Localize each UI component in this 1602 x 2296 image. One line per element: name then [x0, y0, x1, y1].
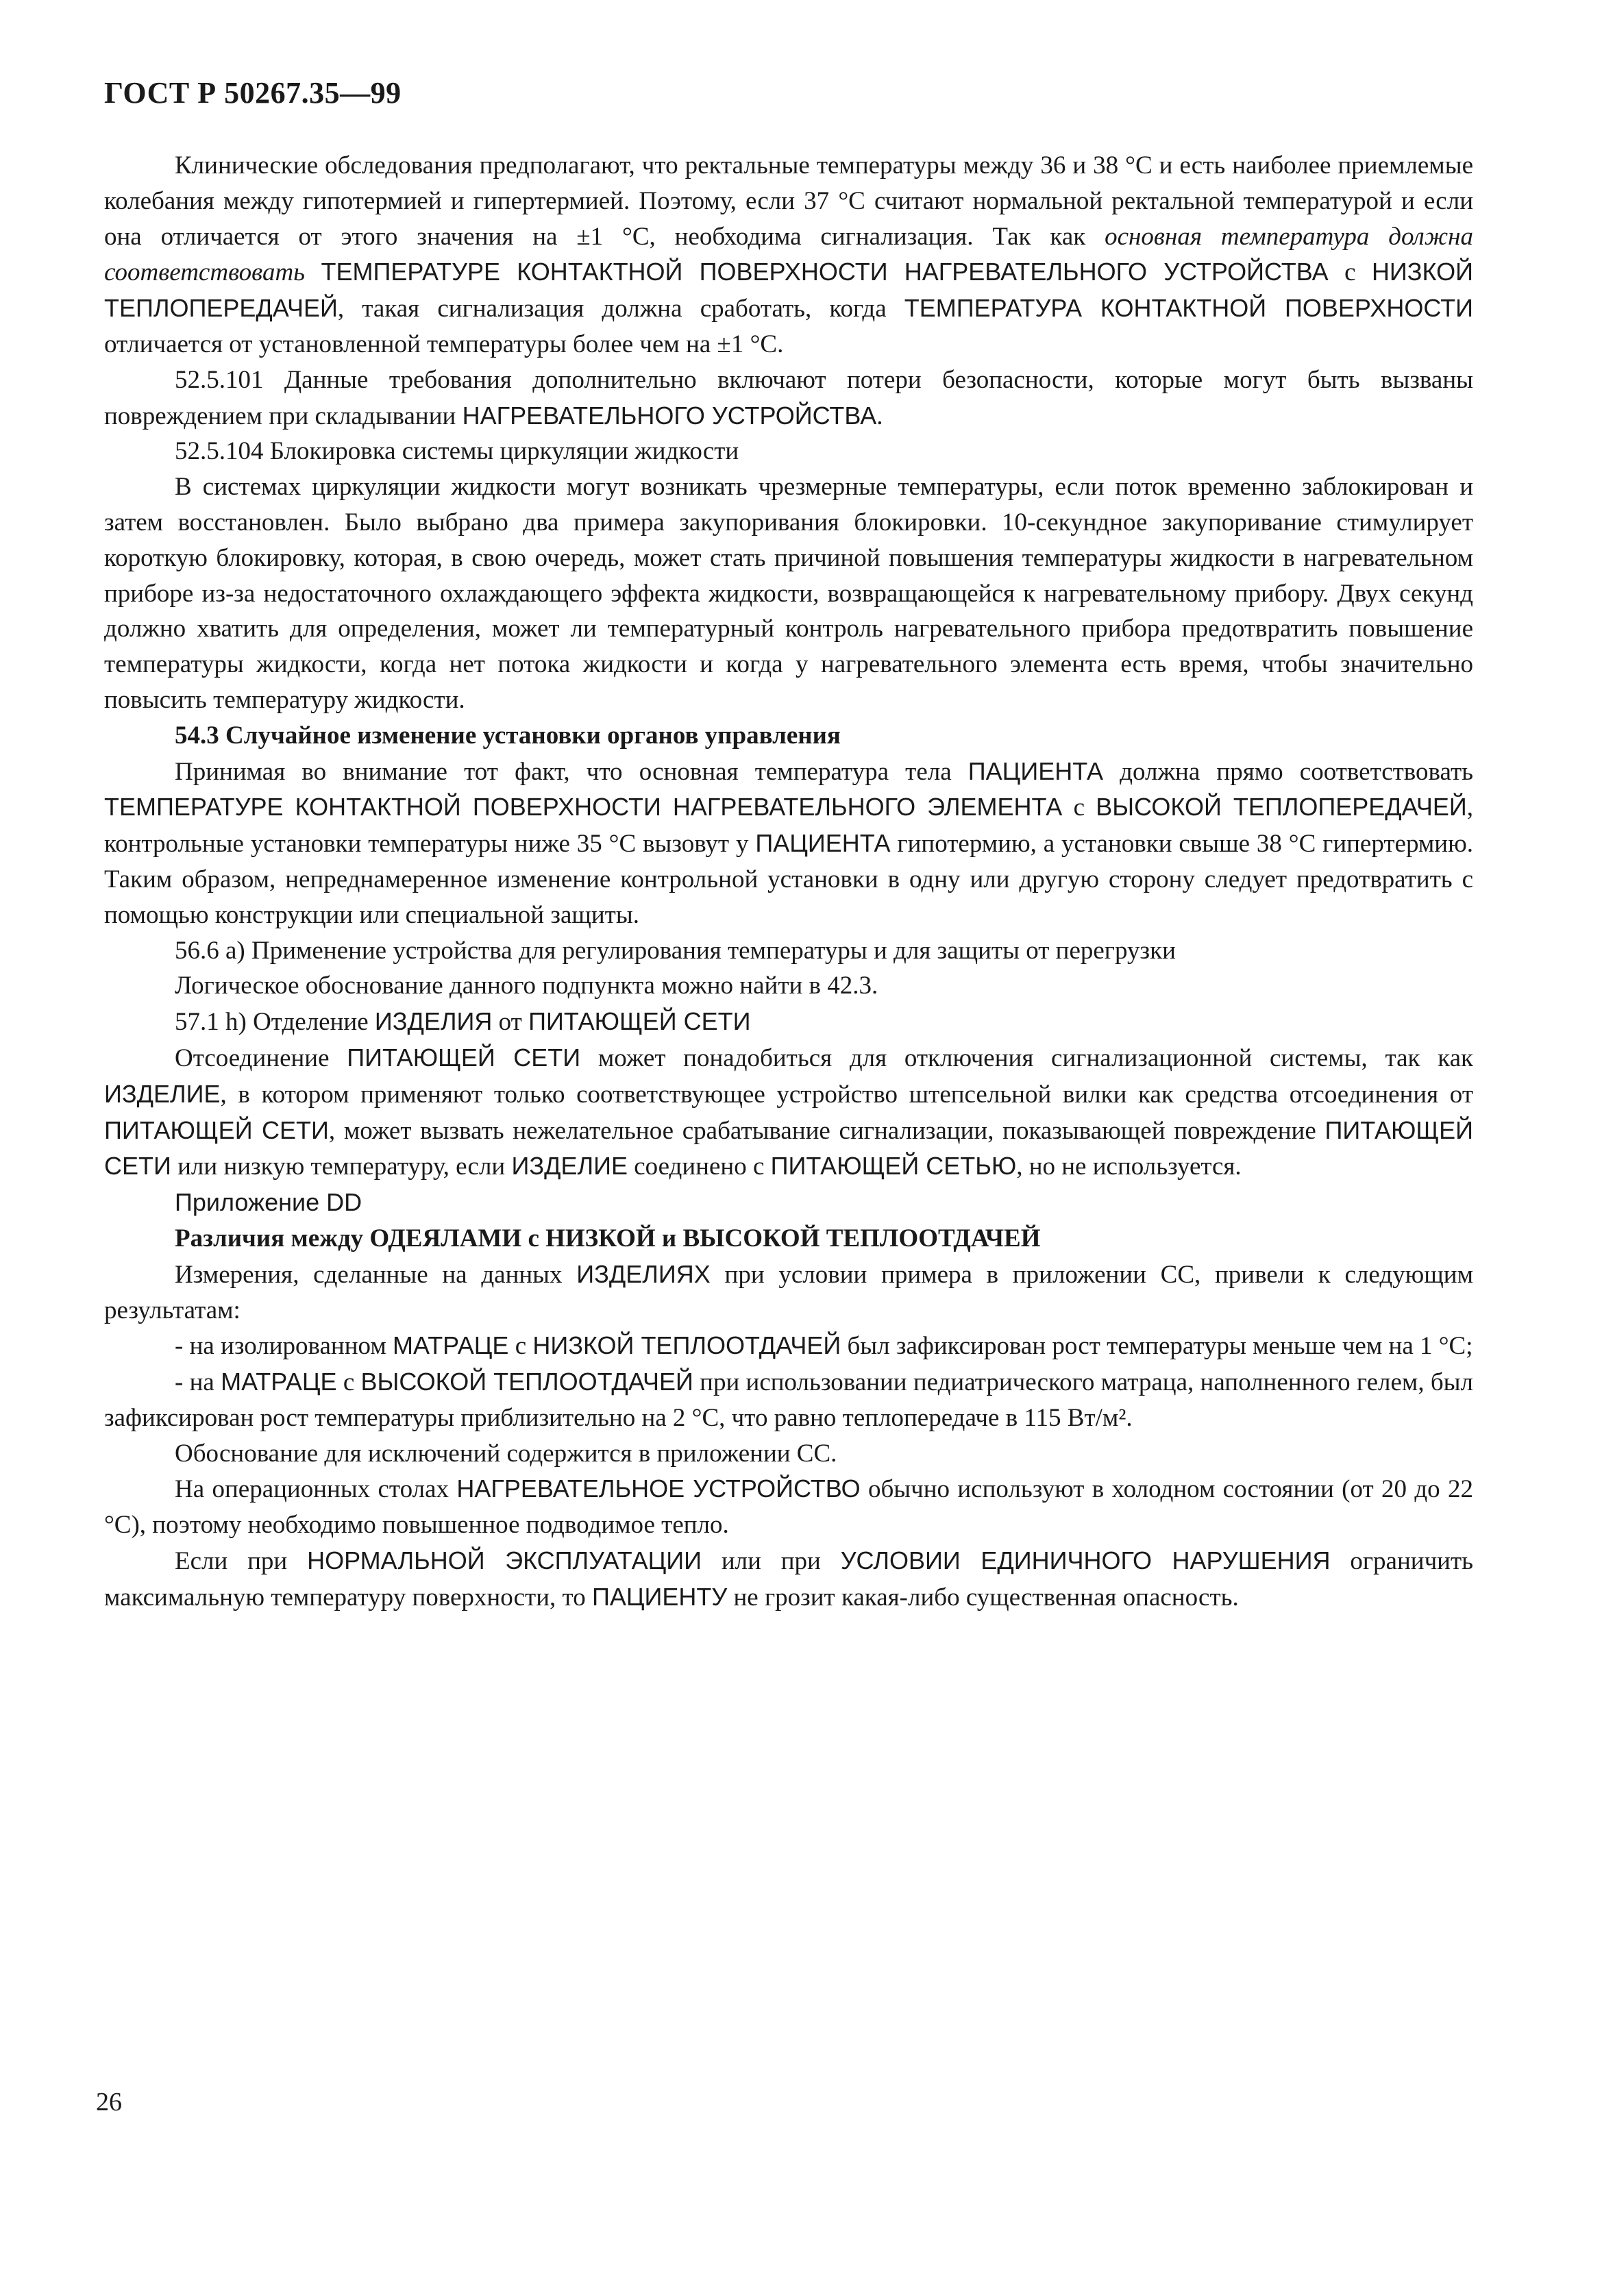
- defined-term: НАГРЕВАТЕЛЬНОЕ УСТРОЙСТВО: [456, 1474, 861, 1503]
- body-paragraph: [104, 1328, 1473, 1364]
- text-run: 54.3 Случайное изменение установки органов управления: [175, 721, 841, 750]
- text-run: Измерения, сделанные на данных: [175, 1260, 577, 1289]
- defined-term: ИЗДЕЛИЕ: [104, 1079, 221, 1108]
- text-run: при условии примера в приложении СС, привели к следующим результатам:: [104, 1260, 1473, 1324]
- text-run: Клинические обследования предполагают, что ректальные температуры между 36 и 38 °С и есть наиболее приемлемые колебания между гипотермией и гипертермией. Поэтому, если 37 °С считают нормальной ректальной температурой и если она отличается от этого значения на ±1 °С, необходима сигнализация. Так как: [104, 151, 1473, 251]
- defined-term: ТЕМПЕРАТУРА КОНТАКТНОЙ ПОВЕРХНОСТИ: [904, 294, 1473, 323]
- body-paragraph: [104, 1040, 1473, 1185]
- body-paragraph: [104, 362, 1473, 434]
- text-run: .: [876, 402, 883, 430]
- defined-term: НИЗКОЙ ТЕПЛООТДАЧЕЙ: [532, 1331, 841, 1360]
- defined-term: УСЛОВИИ ЕДИНИЧНОГО НАРУШЕНИЯ: [840, 1546, 1331, 1575]
- defined-term: ПАЦИЕНТУ: [591, 1582, 728, 1611]
- text-run: или при: [701, 1547, 841, 1576]
- defined-term: НИЗКОЙ ТЕПЛОПЕРЕДАЧЕЙ: [104, 258, 1473, 323]
- text-run: обычно используют в холодном состоянии (от 20 до 22 °С), поэтому необходимо повышенное подводимое тепло.: [104, 1475, 1473, 1540]
- defined-term: ИЗДЕЛИЯХ: [576, 1259, 711, 1288]
- body-paragraph: [104, 968, 1473, 1004]
- text-run: На операционных столах: [175, 1475, 457, 1504]
- defined-term: МАТРАЦЕ: [393, 1331, 509, 1360]
- body-paragraph: [104, 469, 1473, 718]
- body-paragraph: [104, 434, 1473, 469]
- text-run: Логическое обоснование данного подпункта можно найти в 42.3.: [175, 972, 878, 1000]
- defined-term: ПИТАЮЩЕЙ СЕТИ: [104, 1115, 329, 1144]
- text-run: , в котором применяют только соответствующее устройство штепсельной вилки как средства отсоединения от: [220, 1080, 1473, 1109]
- defined-term: НАГРЕВАТЕЛЬНОГО УСТРОЙСТВА: [462, 401, 877, 430]
- text-run: гипотермию, а установки свыше 38 °С гипертермию. Таким образом, непреднамеренное изменение контрольной установки в одну или другую сторону следует предотвратить с помощью конструкции или специальной защиты.: [104, 830, 1473, 929]
- text-run: Отсоединение: [175, 1044, 347, 1072]
- text-run: 52.5.104 Блокировка системы циркуляции жидкости: [175, 437, 739, 466]
- defined-term: ПАЦИЕНТА: [968, 756, 1104, 785]
- document-body: [104, 148, 1473, 1616]
- body-paragraph: [104, 1257, 1473, 1329]
- defined-term: ВЫСОКОЙ ТЕПЛОПЕРЕДАЧЕЙ: [1096, 793, 1467, 822]
- text-run: Если при: [175, 1547, 308, 1576]
- text-run: Принимая во внимание тот факт, что основная температура тела: [175, 757, 968, 786]
- text-run: был зафиксирован рост температуры меньше чем на 1 °С;: [841, 1332, 1473, 1361]
- text-run: отличается от установленной температуры более чем на ±1 °С.: [104, 330, 784, 358]
- text-run: - на изолированном: [175, 1332, 393, 1361]
- body-paragraph: [104, 1543, 1473, 1616]
- section-title: [104, 718, 1473, 754]
- text-run: Различия между ОДЕЯЛАМИ с НИЗКОЙ и ВЫСОКОЙ ТЕПЛООТДАЧЕЙ: [175, 1224, 1041, 1252]
- body-paragraph: [104, 1436, 1473, 1472]
- text-run: при использовании педиатрического матраца, наполненного гелем, был зафиксирован рост температуры приблизительно на 2 °С, что равно теплопередаче в 115 Вт/м².: [104, 1368, 1473, 1432]
- defined-term: ПИТАЮЩЕЙ СЕТЬЮ: [770, 1152, 1017, 1181]
- defined-term: МАТРАЦЕ: [221, 1368, 337, 1396]
- defined-term: Приложение DD: [175, 1188, 362, 1217]
- defined-term: ТЕМПЕРАТУРЕ КОНТАКТНОЙ ПОВЕРХНОСТИ НАГРЕВАТЕЛЬНОГО УСТРОЙСТВА: [321, 258, 1329, 286]
- page-number: 26: [96, 2088, 122, 2116]
- defined-term: ТЕМПЕРАТУРЕ КОНТАКТНОЙ ПОВЕРХНОСТИ НАГРЕВАТЕЛЬНОГО ЭЛЕМЕНТА: [104, 793, 1063, 822]
- text-run: с: [336, 1368, 361, 1397]
- defined-term: ПИТАЮЩЕЙ СЕТИ: [347, 1043, 581, 1072]
- text-run: от: [492, 1008, 529, 1037]
- text-run: соединено с: [628, 1152, 771, 1181]
- text-run: [305, 258, 321, 286]
- body-paragraph: [104, 933, 1473, 969]
- document-header: ГОСТ Р 50267.35—99: [104, 76, 402, 110]
- text-run: 56.6 а) Применение устройства для регулирования температуры и для защиты от перегрузки: [175, 936, 1176, 965]
- body-paragraph: [104, 1004, 1473, 1040]
- text-run: , может вызвать нежелательное срабатывание сигнализации, показывающей повреждение: [328, 1116, 1325, 1145]
- text-run: или низкую температуру, если: [171, 1152, 512, 1181]
- text-run: ограничить максимальную температуру поверхности, то: [104, 1547, 1474, 1612]
- body-paragraph: [104, 754, 1473, 933]
- text-run: с: [508, 1332, 533, 1361]
- text-run: , контрольные установки температуры ниже 35 °С вызовут у: [104, 793, 1473, 859]
- text-run: с: [1062, 793, 1096, 822]
- text-run: с: [1328, 258, 1372, 287]
- defined-term: ПАЦИЕНТА: [755, 829, 891, 858]
- defined-term: ВЫСОКОЙ ТЕПЛООТДАЧЕЙ: [360, 1368, 693, 1396]
- text-run: Обоснование для исключений содержится в приложении СС.: [175, 1439, 837, 1468]
- body-paragraph: [104, 1471, 1473, 1543]
- text-run: , такая сигнализация должна сработать, когда: [337, 295, 904, 323]
- defined-term: ПИТАЮЩЕЙ СЕТИ: [528, 1007, 751, 1036]
- defined-term: ПИТАЮЩЕЙ СЕТИ: [104, 1115, 1473, 1181]
- text-run: 52.5.101 Данные требования дополнительно включают потери безопасности, которые могут быть вызваны повреждением при складывании: [104, 365, 1473, 430]
- body-paragraph: [104, 1185, 1473, 1221]
- body-paragraph: [104, 148, 1473, 362]
- defined-term: ИЗДЕЛИЯ: [374, 1007, 493, 1036]
- text-run: не грозит какая-либо существенная опасность.: [727, 1583, 1239, 1612]
- text-run: , но не используется.: [1016, 1152, 1242, 1181]
- text-run: может понадобиться для отключения сигнализационной системы, так как: [580, 1044, 1473, 1072]
- italic-text: основная температура должна соответствовать: [104, 222, 1473, 287]
- defined-term: НОРМАЛЬНОЙ ЭКСПЛУАТАЦИИ: [307, 1546, 702, 1575]
- text-run: 57.1 h) Отделение: [175, 1008, 375, 1037]
- text-run: должна прямо соответствовать: [1103, 757, 1473, 786]
- text-run: В системах циркуляции жидкости могут возникать чрезмерные температуры, если поток временно заблокирован и затем восстановлен. Было выбрано два примера закупоривания блокировки. 10-секундное закупоривание стимулирует короткую блокировку, которая, в свою очередь, может стать причиной повышения температуры жидкости в нагревательном приборе из-за недостаточного охлаждающего эффекта жидкости, возвращающейся к нагревательному прибору. Двух секунд должно хватить для определения, может ли температурный контроль нагревательного прибора предотвратить повышение температуры жидкости, когда нет потока жидкости и когда у нагревательного элемента есть время, чтобы значительно повысить температуру жидкости.: [104, 473, 1473, 714]
- text-run: - на: [175, 1368, 221, 1397]
- body-paragraph: [104, 1364, 1473, 1436]
- defined-term: ИЗДЕЛИЕ: [511, 1152, 628, 1181]
- section-title: [104, 1221, 1473, 1257]
